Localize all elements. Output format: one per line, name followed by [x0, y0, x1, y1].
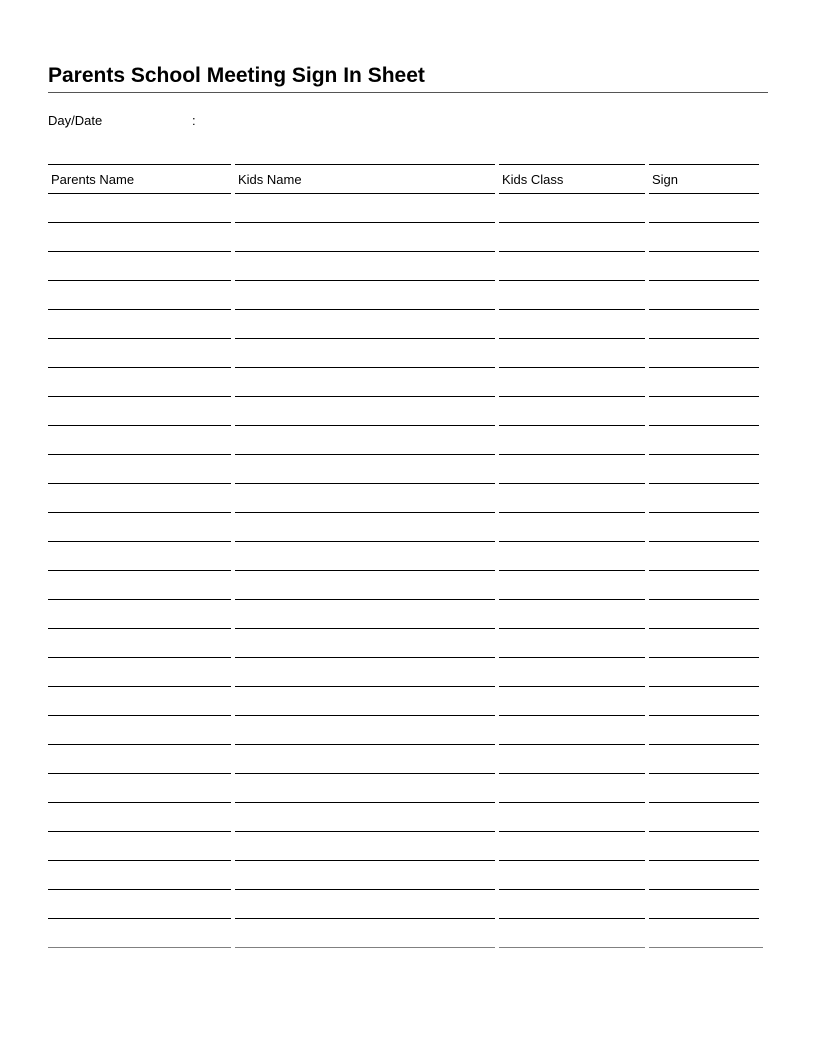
- title-underline: [48, 92, 768, 93]
- signature-line-kids-name[interactable]: [235, 657, 495, 658]
- signature-line-kids-class[interactable]: [499, 570, 645, 571]
- column-header-kids-class: Kids Class: [502, 172, 564, 187]
- signature-line-parents-name[interactable]: [48, 570, 231, 571]
- signature-line-kids-name[interactable]: [235, 425, 495, 426]
- page-title: Parents School Meeting Sign In Sheet: [48, 64, 425, 87]
- signature-line-parents-name[interactable]: [48, 715, 231, 716]
- signature-line-kids-name[interactable]: [235, 309, 495, 310]
- signature-line-sign[interactable]: [649, 860, 759, 861]
- signature-line-sign[interactable]: [649, 483, 759, 484]
- signature-line-sign[interactable]: [649, 686, 759, 687]
- signature-line-kids-class[interactable]: [499, 483, 645, 484]
- signature-line-sign[interactable]: [649, 773, 759, 774]
- signature-line-kids-name[interactable]: [235, 918, 495, 919]
- signature-line-kids-name[interactable]: [235, 570, 495, 571]
- signature-line-parents-name[interactable]: [48, 802, 231, 803]
- signature-line-kids-class[interactable]: [499, 889, 645, 890]
- signature-line-parents-name[interactable]: [48, 396, 231, 397]
- signature-line-kids-name[interactable]: [235, 686, 495, 687]
- signature-line-parents-name[interactable]: [48, 367, 231, 368]
- signature-line-kids-name[interactable]: [235, 454, 495, 455]
- signature-line-kids-class[interactable]: [499, 454, 645, 455]
- signature-line-sign[interactable]: [649, 715, 759, 716]
- signature-line-kids-name[interactable]: [235, 860, 495, 861]
- column-header-parents-name: Parents Name: [51, 172, 135, 187]
- signature-line-kids-name[interactable]: [235, 831, 495, 832]
- signature-line-parents-name[interactable]: [48, 599, 231, 600]
- signature-line-parents-name[interactable]: [48, 831, 231, 832]
- signature-line-kids-name[interactable]: [235, 628, 495, 629]
- header-top-rule-sign: [649, 164, 759, 165]
- signature-line-sign[interactable]: [649, 396, 759, 397]
- day-date-separator: :: [192, 113, 196, 128]
- signature-line-sign[interactable]: [649, 802, 759, 803]
- signature-line-kids-class[interactable]: [499, 773, 645, 774]
- signature-line-kids-name[interactable]: [235, 222, 495, 223]
- signature-line-kids-class[interactable]: [499, 599, 645, 600]
- signature-line-kids-name[interactable]: [235, 889, 495, 890]
- signature-line-parents-name[interactable]: [48, 454, 231, 455]
- signature-line-sign[interactable]: [649, 599, 759, 600]
- signature-line-kids-name[interactable]: [235, 280, 495, 281]
- signature-line-kids-class[interactable]: [499, 686, 645, 687]
- header-bottom-rule-sign: [649, 193, 759, 194]
- signature-line-kids-class[interactable]: [499, 831, 645, 832]
- signature-line-parents-name[interactable]: [48, 541, 231, 542]
- signature-line-sign[interactable]: [649, 280, 759, 281]
- signature-line-sign[interactable]: [649, 889, 759, 890]
- signature-line-kids-class[interactable]: [499, 657, 645, 658]
- signature-line-kids-class[interactable]: [499, 280, 645, 281]
- signature-line-sign[interactable]: [649, 454, 759, 455]
- signature-line-kids-class[interactable]: [499, 338, 645, 339]
- signature-line-kids-name[interactable]: [235, 599, 495, 600]
- signature-line-parents-name[interactable]: [48, 860, 231, 861]
- signature-line-kids-class[interactable]: [499, 715, 645, 716]
- signature-line-parents-name[interactable]: [48, 483, 231, 484]
- signature-line-parents-name[interactable]: [48, 686, 231, 687]
- signature-line-parents-name[interactable]: [48, 918, 231, 919]
- signature-line-kids-class[interactable]: [499, 744, 645, 745]
- signature-line-sign[interactable]: [649, 744, 759, 745]
- header-bottom-rule-kids-class: [499, 193, 645, 194]
- signature-line-kids-name[interactable]: [235, 512, 495, 513]
- column-header-kids-name: Kids Name: [238, 172, 302, 187]
- signature-line-kids-class[interactable]: [499, 947, 645, 948]
- signature-line-sign[interactable]: [649, 251, 759, 252]
- signature-line-kids-name[interactable]: [235, 338, 495, 339]
- signature-line-kids-name[interactable]: [235, 251, 495, 252]
- signature-line-kids-class[interactable]: [499, 425, 645, 426]
- signature-line-sign[interactable]: [649, 338, 759, 339]
- signature-line-sign[interactable]: [649, 628, 759, 629]
- signature-line-kids-class[interactable]: [499, 541, 645, 542]
- signature-line-kids-class[interactable]: [499, 251, 645, 252]
- column-header-sign: Sign: [652, 172, 679, 187]
- signature-line-sign[interactable]: [649, 570, 759, 571]
- signature-line-parents-name[interactable]: [48, 628, 231, 629]
- signature-line-sign[interactable]: [649, 367, 759, 368]
- signature-line-sign[interactable]: [649, 541, 759, 542]
- signature-line-kids-class[interactable]: [499, 860, 645, 861]
- signature-line-parents-name[interactable]: [48, 947, 231, 948]
- signature-line-parents-name[interactable]: [48, 338, 231, 339]
- signature-line-kids-class[interactable]: [499, 396, 645, 397]
- signature-line-kids-name[interactable]: [235, 541, 495, 542]
- signature-line-sign[interactable]: [649, 512, 759, 513]
- signature-line-kids-name[interactable]: [235, 715, 495, 716]
- signature-line-kids-name[interactable]: [235, 483, 495, 484]
- header-top-rule-kids-name: [235, 164, 495, 165]
- signature-line-sign[interactable]: [649, 947, 763, 948]
- signature-line-kids-name[interactable]: [235, 947, 495, 948]
- signature-line-parents-name[interactable]: [48, 744, 231, 745]
- signature-line-sign[interactable]: [649, 657, 759, 658]
- signature-line-kids-class[interactable]: [499, 367, 645, 368]
- signature-line-parents-name[interactable]: [48, 657, 231, 658]
- signature-line-sign[interactable]: [649, 309, 759, 310]
- signature-line-parents-name[interactable]: [48, 773, 231, 774]
- signature-line-parents-name[interactable]: [48, 251, 231, 252]
- header-bottom-rule-kids-name: [235, 193, 495, 194]
- header-bottom-rule-parents-name: [48, 193, 231, 194]
- signature-line-sign[interactable]: [649, 222, 759, 223]
- signature-line-kids-class[interactable]: [499, 802, 645, 803]
- day-date-label: Day/Date: [48, 113, 103, 128]
- signature-line-parents-name[interactable]: [48, 280, 231, 281]
- signature-line-kids-name[interactable]: [235, 367, 495, 368]
- signature-line-kids-name[interactable]: [235, 396, 495, 397]
- header-top-rule-parents-name: [48, 164, 231, 165]
- signature-line-kids-class[interactable]: [499, 918, 645, 919]
- signature-line-parents-name[interactable]: [48, 309, 231, 310]
- header-top-rule-kids-class: [499, 164, 645, 165]
- signature-line-sign[interactable]: [649, 918, 759, 919]
- signature-line-kids-class[interactable]: [499, 222, 645, 223]
- signature-line-sign[interactable]: [649, 425, 759, 426]
- signature-line-kids-class[interactable]: [499, 512, 645, 513]
- signature-line-sign[interactable]: [649, 831, 759, 832]
- signature-line-parents-name[interactable]: [48, 425, 231, 426]
- signature-line-kids-name[interactable]: [235, 802, 495, 803]
- signature-line-kids-class[interactable]: [499, 309, 645, 310]
- signature-line-kids-class[interactable]: [499, 628, 645, 629]
- signature-line-parents-name[interactable]: [48, 512, 231, 513]
- signature-line-kids-name[interactable]: [235, 773, 495, 774]
- signature-line-parents-name[interactable]: [48, 889, 231, 890]
- signature-line-kids-name[interactable]: [235, 744, 495, 745]
- signature-line-parents-name[interactable]: [48, 222, 231, 223]
